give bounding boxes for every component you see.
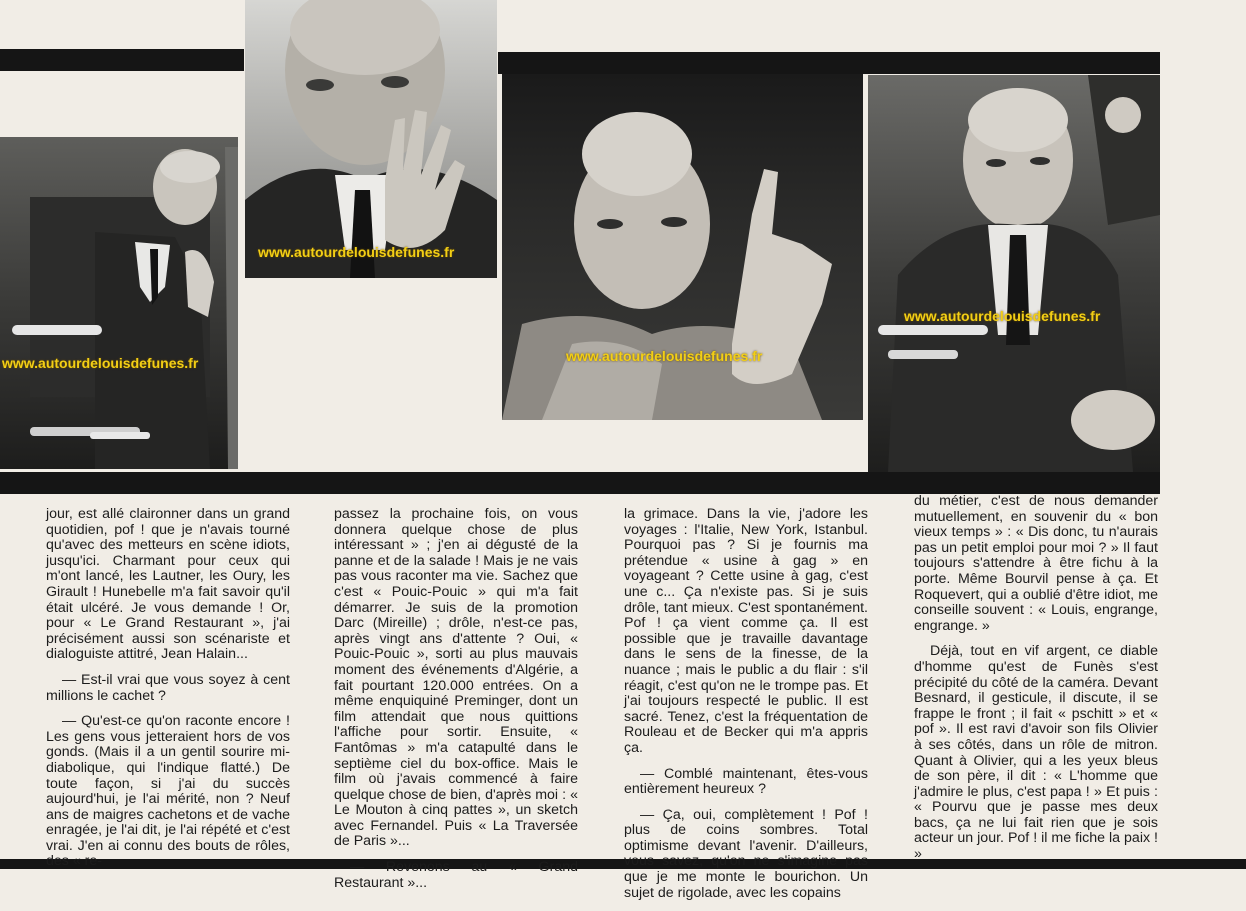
watermark-left: www.autourdelouisdefunes.fr [2,355,199,371]
watermark-top: www.autourdelouisdefunes.fr [258,244,455,260]
watermark-center: www.autourdelouisdefunes.fr [566,348,763,364]
column-3-paragraph-2: — Comblé maintenant, êtes-vous entièrement heureux ? [624,765,868,798]
column-3-paragraph-3: — Ça, oui, complètement ! Pof ! plus de coins sombres. Total optimisme devant l'avenir. D'ailleurs, vous savez, qu'on ne s'imagine pas que je me monte le bourichon. Un sujet de rigolade, avec les copains [624,806,868,901]
text-column-4 [914,494,1158,873]
column-1-paragraph-1: jour, est allé claironner dans un grand quotidien, pof ! que je n'avais tourné qu'avec des metteurs en scène idiots, jusqu'ici. Charmant pour ceux qui m'ont lancé, les Lautner, les Oury, les Girault ! Hunebelle m'a fait savoir qu'il était ulcéré. Je vous demande ! Or, pour « Le Grand Restaurant », j'ai précisément aussi son scénariste et dialoguiste attitré, Jean Halain... [46,506,290,663]
column-4-paragraph-2: Déjà, tout en vif argent, ce diable d'homme qu'est de Funès s'est précipité du côté de la caméra. Devant Besnard, il gesticule, il discute, il se frappe le front ; il fait « pschitt » et « pof ». Il est ravi d'avoir son fils Olivier à ses côtés, dans un rôle de mitron. Quant à Olivier, qui a les yeux bleus de son père, il dit : « L'homme que j'admire le plus, c'est papa ! » Et puis : « Pourvu que je passe mes deux bacs, ça ne lui fait rien que je sois acteur un jour. Pof ! il me fiche la paix ! » [914,643,1158,863]
middle-bar [0,472,1160,494]
text-column-3 [624,507,868,911]
watermark-right: www.autourdelouisdefunes.fr [904,308,1101,324]
column-3-paragraph-1: la grimace. Dans la vie, j'adore les voyages : l'Italie, New York, Istanbul. Pourquoi pas ? Si je fournis ma prétendue « usine à gag » en voyageant ? Cette usine à gag, c'est une c... Ça n'existe pas. Si je suis drôle, tant mieux. C'est spontanément. Pof ! ça vient comme ça. Il est possible que je travaille davantage dans le sens de la finesse, de la nuance ; mais le public a du flair : s'il réagit, c'est qu'on ne le trompe pas. Et j'ai toujours respecté le public. Il est sacré. Tenez, c'est la fréquentation de Rouleau et de Becker qui m'a appris ça. [624,506,868,756]
column-2-paragraph-1: passez la prochaine fois, on vous donnera quelque chose de plus intéressant » ; j'en ai dégusté de la panne et de la salade ! Mais je ne vais pas vous raconter ma vie. Sachez que c'est « Pouic-Pouic » qui m'a fait démarrer. Je suis de la promotion Darc (Mireille) ; drôle, n'est-ce pas, après vingt ans d'attente ? Oui, « Pouic-Pouic », sorti au plus mauvais moment des événements d'Algérie, a fait pourtant 120.000 entrées. On a même enquiquiné Preminger, dont un film attendait que nous quittions l'affiche pour sortir. Ensuite, « Fantômas » m'a catapulté dans le septième ciel du box-office. Mais le film où j'avais commencé à faire quelque chose de bien, d'après moi : « Le Mouton à cinq pattes », un sketch avec Fernandel. Puis « La Traversée de Paris »... [334,506,578,850]
column-4-paragraph-1: du métier, c'est de nous demander mutuellement, en souvenir du « bon vieux temps » : « Dis donc, tu n'aurais pas un petit emploi pour moi ? » Il faut toujours s'attendre à être fichu à la porte. Même Bourvil pense à ça. Et Roquevert, qui a oublié d'être idiot, me conseille souvent : « Louis, engrange, engrange. » [914,493,1158,634]
column-1-paragraph-3: — Qu'est-ce qu'on raconte encore ! Les gens vous jetteraient hors de vos gonds. (Mais il a un gentil sourire mi-diabolique, qui l'indique flatté.) De toute façon, si j'ai du succès aujourd'hui, je l'ai mérité, non ? Neuf ans de maigres cachetons et de vache enragée, je l'ai dit, je l'ai répété et c'est vrai. J'en ai connu des bouts de rôles, des « re- [46,713,290,870]
top-bar-right [498,52,1160,74]
column-1-paragraph-2: — Est-il vrai que vous soyez à cent millions le cachet ? [46,671,290,704]
top-bar-left [0,49,244,71]
photo-right-hands-clasped [868,75,1160,472]
column-2-paragraph-2: — Revenons au « Grand Restaurant »... [334,859,578,891]
text-column-1 [46,507,290,880]
photo-left-man-thumb-gesture [0,137,238,469]
photo-top-hand-raised [245,0,497,278]
text-column-2 [334,507,578,901]
photo-center-finger-raised [502,74,863,420]
